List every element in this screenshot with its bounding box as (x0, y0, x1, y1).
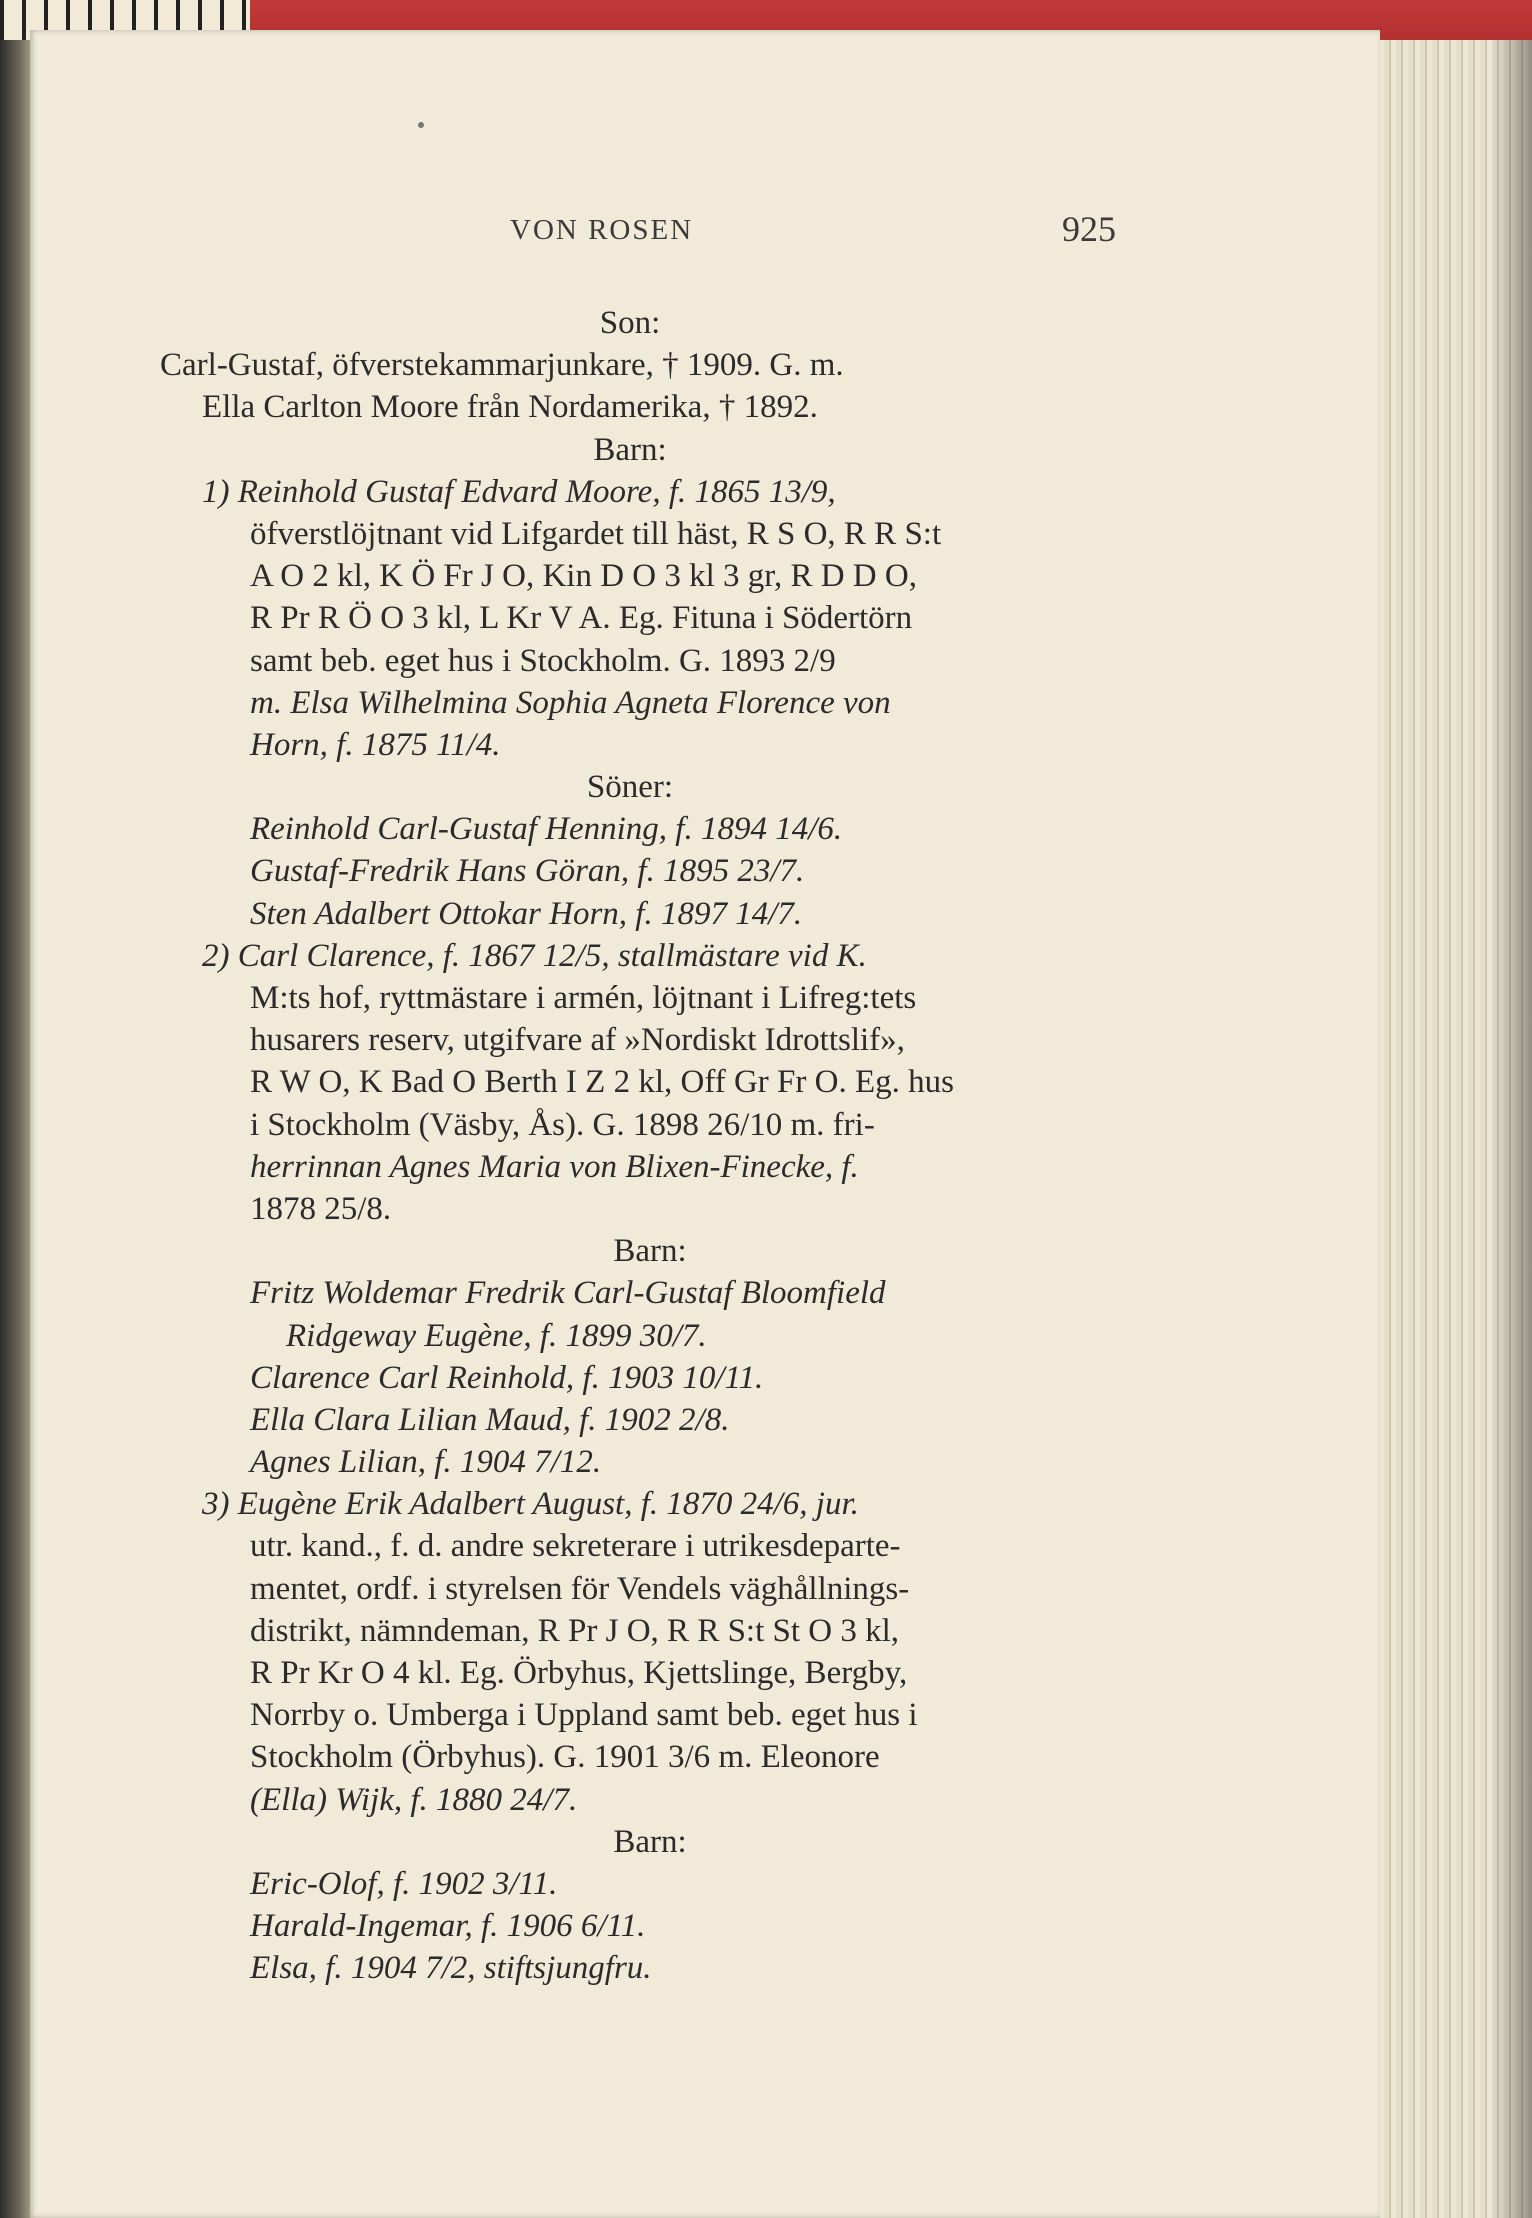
text-line: R W O, K Bad O Berth I Z 2 kl, Off Gr Fr O. Eg. hus (250, 1064, 954, 1101)
text-line: Barn: (613, 1233, 687, 1270)
text-line: m. Elsa Wilhelmina Sophia Agneta Florence von (250, 684, 891, 721)
genealogy-text (160, 302, 1160, 1990)
text-line: Fritz Woldemar Fredrik Carl-Gustaf Bloomfield (250, 1275, 886, 1312)
text-line: Carl-Gustaf, öfverstekammarjunkare, † 1909. G. m. (160, 347, 844, 384)
text-line: Gustaf-Fredrik Hans Göran, f. 1895 23/7. (250, 853, 805, 890)
running-header: VON ROSEN (510, 214, 694, 246)
text-line: Clarence Carl Reinhold, f. 1903 10/11. (250, 1359, 764, 1396)
text-line: herrinnan Agnes Maria von Blixen-Finecke, f. (250, 1148, 859, 1185)
text-line: öfverstlöjtnant vid Lifgardet till häst, R S O, R R S:t (250, 515, 942, 552)
text-line: R Pr R Ö O 3 kl, L Kr V A. Eg. Fituna i Södertörn (250, 600, 913, 637)
text-line: 2) Carl Clarence, f. 1867 12/5, stallmästare vid K. (202, 937, 867, 974)
text-line: A O 2 kl, K Ö Fr J O, Kin D O 3 kl 3 gr, R D D O, (250, 558, 917, 595)
text-line: (Ella) Wijk, f. 1880 24/7. (250, 1781, 578, 1818)
text-line: distrikt, nämndeman, R Pr J O, R R S:t St O 3 kl, (250, 1612, 900, 1649)
text-line: Stockholm (Örbyhus). G. 1901 3/6 m. Eleonore (250, 1739, 880, 1776)
page-number: 925 (1062, 209, 1116, 249)
text-line: Söner: (586, 769, 674, 806)
text-line: Eric-Olof, f. 1902 3/11. (250, 1865, 558, 1902)
left-page-edge (0, 40, 32, 2218)
text-line: Norrby o. Umberga i Uppland samt beb. eget hus i (250, 1697, 918, 1734)
text-line: Reinhold Carl-Gustaf Henning, f. 1894 14/6. (250, 811, 843, 848)
text-line: husarers reserv, utgifvare af »Nordiskt Idrottslif», (250, 1022, 905, 1059)
text-line: 3) Eugène Erik Adalbert August, f. 1870 24/6, jur. (202, 1486, 859, 1523)
text-line: Ridgeway Eugène, f. 1899 30/7. (286, 1317, 707, 1354)
text-line: samt beb. eget hus i Stockholm. G. 1893 2/9 (250, 642, 836, 679)
text-line: M:ts hof, ryttmästare i armén, löjtnant i Lifreg:tets (250, 980, 917, 1016)
text-line: Elsa, f. 1904 7/2, stiftsjungfru. (250, 1950, 652, 1987)
text-line: Sten Adalbert Ottokar Horn, f. 1897 14/7. (250, 895, 803, 932)
text-line: Barn: (613, 1823, 687, 1860)
text-line: utr. kand., f. d. andre sekreterare i utrikesdeparte- (250, 1528, 901, 1565)
text-line: Ella Clara Lilian Maud, f. 1902 2/8. (250, 1401, 730, 1438)
text-line: Horn, f. 1875 11/4. (250, 726, 501, 763)
paper-speck (418, 122, 424, 128)
text-line: Harald-Ingemar, f. 1906 6/11. (250, 1908, 646, 1945)
text-line: mentet, ordf. i styrelsen för Vendels väghållnings- (250, 1570, 910, 1607)
text-line: Barn: (593, 431, 667, 468)
text-line: 1) Reinhold Gustaf Edvard Moore, f. 1865 13/9, (202, 473, 836, 510)
text-line: Son: (599, 305, 661, 341)
text-line: i Stockholm (Väsby, Ås). G. 1898 26/10 m. fri- (250, 1106, 875, 1143)
text-line: 1878 25/8. (250, 1190, 392, 1227)
text-line: Agnes Lilian, f. 1904 7/12. (250, 1444, 602, 1481)
text-line: R Pr Kr O 4 kl. Eg. Örbyhus, Kjettslinge, Bergby, (250, 1655, 908, 1691)
text-line: Ella Carlton Moore från Nordamerika, † 1892. (202, 389, 818, 426)
page-stack-shadow (1490, 40, 1532, 2218)
